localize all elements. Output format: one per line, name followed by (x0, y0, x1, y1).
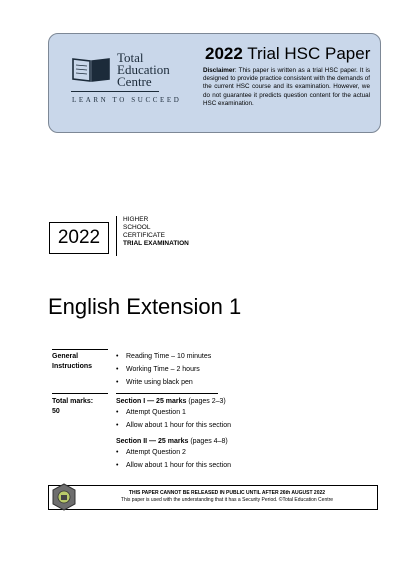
list-item: • Attempt Question 1 (116, 406, 231, 419)
list-item: • Write using black pen (116, 376, 211, 389)
section-2-title: Section II — 25 marks (116, 438, 189, 445)
total-marks-label: Total marks: 50 (52, 398, 94, 415)
logo-line-1: Total (117, 50, 144, 65)
logo-tagline: LEARN TO SUCCEED (72, 96, 182, 104)
section-1-pages: (pages 2–3) (186, 398, 226, 405)
list-item: • Allow about 1 hour for this section (116, 419, 231, 432)
cert-line-4: TRIAL EXAMINATION (123, 240, 189, 247)
disclaimer-label: Disclaimer (203, 67, 235, 74)
general-instructions-list (116, 350, 211, 389)
disclaimer-text: : This paper is written as a trial HSC paper. It is designed to provide practice consistent with the demands of the current HSC course and its examination. However, we do not guarantee it predicts question content for the actual HSC examination. (203, 67, 370, 107)
tec-logo (71, 50, 182, 113)
list-item: • Allow about 1 hour for this section (116, 459, 231, 472)
section-1-list (116, 406, 231, 432)
cert-line-2: SCHOOL (123, 224, 151, 231)
logo-line-2: Education (117, 62, 170, 77)
open-book-icon (71, 53, 111, 83)
marks-divider-left (52, 393, 108, 394)
list-item: • Attempt Question 2 (116, 446, 231, 459)
paper-title (205, 44, 370, 64)
logo-name (117, 52, 170, 88)
list-item: • Reading Time – 10 minutes (116, 350, 211, 363)
logo-line-3: Centre (117, 74, 152, 89)
cert-line-3: CERTIFICATE (123, 232, 166, 239)
logo-rule (71, 91, 159, 92)
disclaimer (203, 67, 370, 108)
subject-title: English Extension 1 (48, 294, 242, 319)
paper-type: Trial HSC Paper (247, 44, 371, 63)
footer-security-notice: This paper is used with the understanding that it has a Security Period. ©Total Education Centre (120, 497, 334, 503)
section-2-pages: (pages 4–8) (188, 438, 228, 445)
section-2-list (116, 446, 231, 472)
paper-year: 2022 (205, 44, 243, 63)
certificate-divider (116, 216, 117, 256)
marks-divider-right (116, 393, 218, 394)
footer-text (80, 490, 374, 504)
instructions-divider (52, 349, 108, 350)
footer-release-notice: THIS PAPER CANNOT BE RELEASED IN PUBLIC UNTIL AFTER 26th AUGUST 2022 (128, 490, 326, 496)
exam-year-box: 2022 (49, 222, 109, 254)
section-1-title: Section I — 25 marks (116, 398, 187, 405)
list-item: • Working Time – 2 hours (116, 363, 211, 376)
security-seal-icon (51, 483, 77, 511)
general-instructions-label: General Instructions (52, 353, 93, 370)
cert-line-1: HIGHER (123, 216, 149, 223)
certificate-label (123, 216, 189, 248)
